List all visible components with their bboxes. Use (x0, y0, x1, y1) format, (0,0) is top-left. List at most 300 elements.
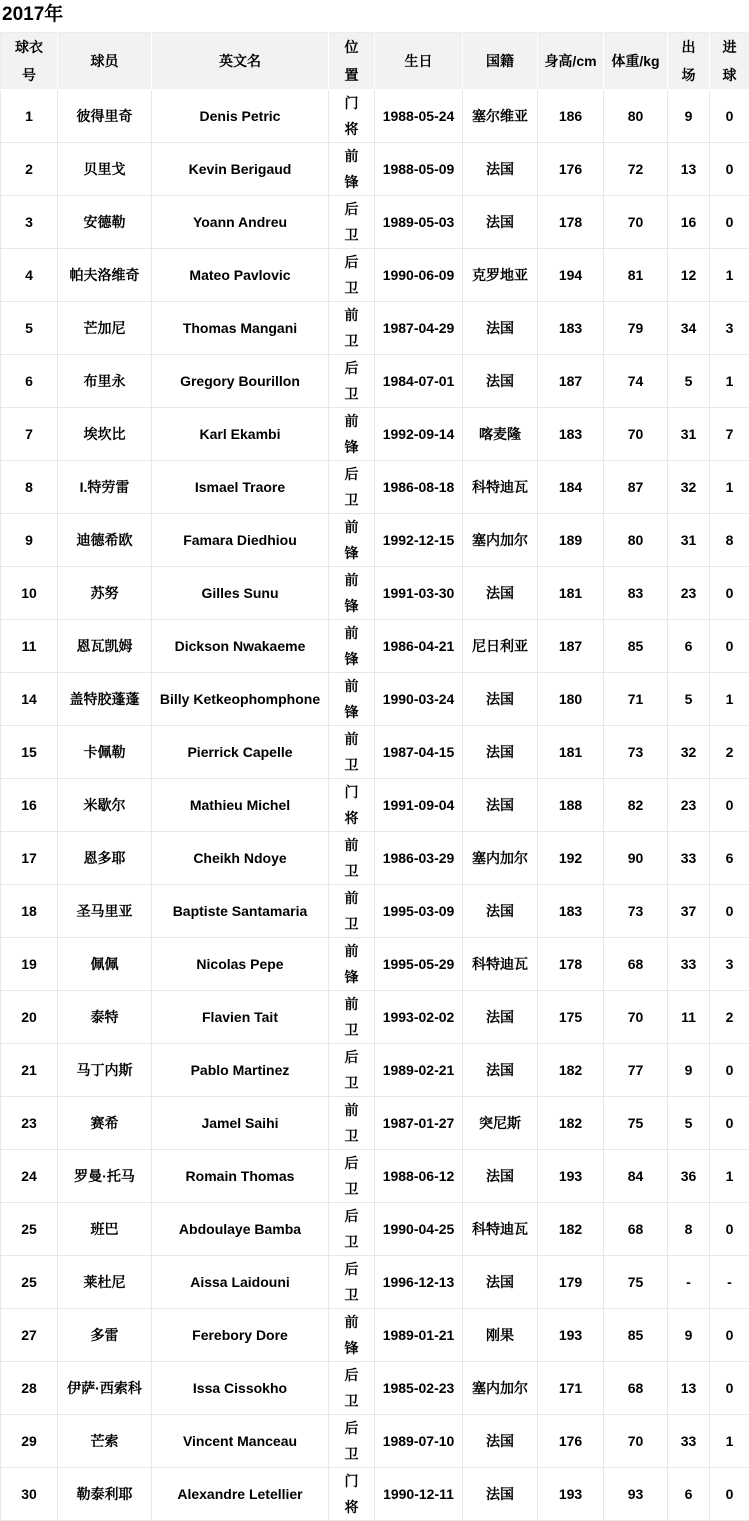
cell-birthday (375, 1044, 463, 1097)
player-value: 贝里戈 (84, 156, 126, 182)
goals-value: 0 (726, 209, 734, 235)
goals-value: 0 (726, 1110, 734, 1136)
cell-height (538, 673, 604, 726)
goals-value: 2 (726, 739, 734, 765)
player-row (1, 779, 749, 832)
cell-goals (710, 1415, 749, 1468)
number-value: 25 (21, 1269, 37, 1295)
birthday-value: 1985-02-23 (383, 1375, 455, 1401)
cell-weight (604, 567, 668, 620)
cell-height (538, 832, 604, 885)
cell-player (58, 1309, 152, 1362)
nationality-value: 法国 (486, 1481, 514, 1507)
position-value: 前卫 (345, 832, 359, 884)
goals-value: 1 (726, 262, 734, 288)
goals-value: 1 (726, 686, 734, 712)
cell-position (329, 249, 375, 302)
goals-value: 3 (726, 951, 734, 977)
cell-birthday (375, 143, 463, 196)
height-value: 178 (559, 209, 582, 235)
cell-player (58, 90, 152, 143)
player-row (1, 673, 749, 726)
cell-weight (604, 938, 668, 991)
nationality-value: 法国 (486, 209, 514, 235)
cell-weight (604, 1097, 668, 1150)
weight-value: 83 (628, 580, 644, 606)
cell-number (1, 1097, 58, 1150)
height-value: 187 (559, 368, 582, 394)
weight-value: 73 (628, 739, 644, 765)
cell-goals (710, 514, 749, 567)
name_en-value: Kevin Berigaud (189, 156, 292, 182)
cell-weight (604, 726, 668, 779)
cell-name_en (152, 567, 329, 620)
number-value: 19 (21, 951, 37, 977)
player-row (1, 461, 749, 514)
weight-value: 73 (628, 898, 644, 924)
cell-nationality (463, 1415, 538, 1468)
position-value: 前锋 (345, 143, 359, 195)
player-value: 芒索 (91, 1428, 119, 1454)
cell-birthday (375, 1415, 463, 1468)
cell-height (538, 938, 604, 991)
appearances-value: 5 (685, 1110, 693, 1136)
cell-position (329, 726, 375, 779)
cell-weight (604, 249, 668, 302)
cell-appearances (668, 143, 710, 196)
cell-position (329, 1468, 375, 1521)
cell-number (1, 408, 58, 461)
cell-height (538, 620, 604, 673)
appearances-value: 33 (681, 1428, 697, 1454)
position-value: 后卫 (345, 1044, 359, 1096)
number-value: 3 (25, 209, 33, 235)
nationality-value: 法国 (486, 1428, 514, 1454)
cell-height (538, 726, 604, 779)
nationality-value: 法国 (486, 739, 514, 765)
birthday-value: 1991-09-04 (383, 792, 455, 818)
birthday-value: 1988-06-12 (383, 1163, 455, 1189)
cell-birthday (375, 991, 463, 1044)
cell-goals (710, 673, 749, 726)
appearances-value: - (686, 1269, 691, 1295)
weight-value: 75 (628, 1110, 644, 1136)
cell-number (1, 726, 58, 779)
nationality-value: 塞内加尔 (472, 527, 528, 553)
position-value: 后卫 (345, 1256, 359, 1308)
player-value: 伊萨·西索科 (67, 1375, 142, 1401)
cell-appearances (668, 1044, 710, 1097)
birthday-value: 1989-05-03 (383, 209, 455, 235)
cell-name_en (152, 1203, 329, 1256)
height-value: 183 (559, 421, 582, 447)
cell-appearances (668, 567, 710, 620)
cell-name_en (152, 991, 329, 1044)
number-value: 15 (21, 739, 37, 765)
cell-appearances (668, 1203, 710, 1256)
weight-value: 85 (628, 633, 644, 659)
player-value: 彼得里奇 (77, 103, 133, 129)
cell-weight (604, 1203, 668, 1256)
height-value: 181 (559, 739, 582, 765)
name_en-value: Famara Diedhiou (183, 527, 297, 553)
height-value: 182 (559, 1057, 582, 1083)
cell-number (1, 355, 58, 408)
player-value: 多雷 (91, 1322, 119, 1348)
cell-height (538, 1203, 604, 1256)
cell-height (538, 408, 604, 461)
nationality-value: 塞内加尔 (472, 845, 528, 871)
name_en-value: Pierrick Capelle (187, 739, 292, 765)
cell-number (1, 143, 58, 196)
name_en-value: Cheikh Ndoye (193, 845, 286, 871)
goals-value: 1 (726, 1163, 734, 1189)
goals-value: 0 (726, 580, 734, 606)
column-header-label: 生日 (405, 47, 433, 75)
weight-value: 70 (628, 1428, 644, 1454)
cell-position (329, 408, 375, 461)
name_en-value: Denis Petric (200, 103, 281, 129)
height-value: 180 (559, 686, 582, 712)
player-value: 勒泰利耶 (77, 1481, 133, 1507)
cell-player (58, 1362, 152, 1415)
cell-appearances (668, 461, 710, 514)
cell-position (329, 938, 375, 991)
player-value: 帕夫洛维奇 (70, 262, 140, 288)
height-value: 176 (559, 156, 582, 182)
cell-number (1, 673, 58, 726)
cell-birthday (375, 1097, 463, 1150)
cell-number (1, 461, 58, 514)
cell-weight (604, 408, 668, 461)
cell-birthday (375, 673, 463, 726)
nationality-value: 法国 (486, 898, 514, 924)
cell-height (538, 355, 604, 408)
player-value: 安德勒 (84, 209, 126, 235)
birthday-value: 1984-07-01 (383, 368, 455, 394)
cell-nationality (463, 1097, 538, 1150)
cell-appearances (668, 514, 710, 567)
cell-height (538, 302, 604, 355)
player-value: 埃坎比 (84, 421, 126, 447)
birthday-value: 1990-04-25 (383, 1216, 455, 1242)
cell-birthday (375, 779, 463, 832)
cell-name_en (152, 938, 329, 991)
cell-birthday (375, 1468, 463, 1521)
position-value: 前卫 (345, 302, 359, 354)
cell-weight (604, 991, 668, 1044)
column-header-label: 球衣号 (15, 33, 43, 89)
cell-name_en (152, 461, 329, 514)
table-body (1, 90, 749, 1521)
birthday-value: 1992-12-15 (383, 527, 455, 553)
height-value: 193 (559, 1163, 582, 1189)
appearances-value: 8 (685, 1216, 693, 1242)
page-title: 2017年 (2, 3, 749, 26)
cell-nationality (463, 196, 538, 249)
cell-player (58, 514, 152, 567)
weight-value: 80 (628, 527, 644, 553)
height-value: 176 (559, 1428, 582, 1454)
height-value: 179 (559, 1269, 582, 1295)
goals-value: - (727, 1269, 732, 1295)
cell-goals (710, 1362, 749, 1415)
cell-number (1, 567, 58, 620)
number-value: 14 (21, 686, 37, 712)
column-header-label: 出场 (682, 33, 696, 89)
weight-value: 74 (628, 368, 644, 394)
goals-value: 0 (726, 156, 734, 182)
player-value: 泰特 (91, 1004, 119, 1030)
weight-value: 71 (628, 686, 644, 712)
cell-weight (604, 196, 668, 249)
goals-value: 8 (726, 527, 734, 553)
cell-position (329, 461, 375, 514)
nationality-value: 科特迪瓦 (472, 1216, 528, 1242)
cell-name_en (152, 90, 329, 143)
cell-player (58, 779, 152, 832)
height-value: 183 (559, 898, 582, 924)
cell-position (329, 90, 375, 143)
weight-value: 68 (628, 951, 644, 977)
goals-value: 0 (726, 1481, 734, 1507)
number-value: 7 (25, 421, 33, 447)
cell-goals (710, 885, 749, 938)
position-value: 前卫 (345, 1097, 359, 1149)
weight-value: 70 (628, 421, 644, 447)
cell-number (1, 991, 58, 1044)
appearances-value: 9 (685, 1322, 693, 1348)
weight-value: 87 (628, 474, 644, 500)
number-value: 5 (25, 315, 33, 341)
nationality-value: 法国 (486, 315, 514, 341)
cell-goals (710, 620, 749, 673)
squad-table (0, 32, 749, 1521)
weight-value: 84 (628, 1163, 644, 1189)
nationality-value: 法国 (486, 156, 514, 182)
player-row (1, 726, 749, 779)
goals-value: 0 (726, 1375, 734, 1401)
cell-appearances (668, 1468, 710, 1521)
player-row (1, 90, 749, 143)
player-value: 米歇尔 (84, 792, 126, 818)
cell-birthday (375, 408, 463, 461)
cell-name_en (152, 832, 329, 885)
cell-goals (710, 1256, 749, 1309)
cell-appearances (668, 991, 710, 1044)
cell-nationality (463, 832, 538, 885)
cell-position (329, 302, 375, 355)
cell-appearances (668, 1097, 710, 1150)
cell-nationality (463, 1044, 538, 1097)
cell-weight (604, 1362, 668, 1415)
column-header-label: 国籍 (486, 47, 514, 75)
cell-number (1, 302, 58, 355)
appearances-value: 34 (681, 315, 697, 341)
appearances-value: 37 (681, 898, 697, 924)
position-value: 前锋 (345, 514, 359, 566)
birthday-value: 1992-09-14 (383, 421, 455, 447)
goals-value: 0 (726, 1322, 734, 1348)
player-row (1, 408, 749, 461)
cell-birthday (375, 620, 463, 673)
column-header-weight (604, 33, 668, 90)
cell-goals (710, 832, 749, 885)
cell-name_en (152, 779, 329, 832)
number-value: 18 (21, 898, 37, 924)
cell-position (329, 196, 375, 249)
position-value: 后卫 (345, 1203, 359, 1255)
cell-goals (710, 408, 749, 461)
number-value: 23 (21, 1110, 37, 1136)
player-row (1, 991, 749, 1044)
cell-number (1, 196, 58, 249)
cell-appearances (668, 249, 710, 302)
cell-height (538, 567, 604, 620)
birthday-value: 1993-02-02 (383, 1004, 455, 1030)
birthday-value: 1989-01-21 (383, 1322, 455, 1348)
cell-position (329, 1097, 375, 1150)
cell-nationality (463, 408, 538, 461)
cell-weight (604, 90, 668, 143)
cell-appearances (668, 938, 710, 991)
column-header-goals (710, 33, 749, 90)
position-value: 门将 (345, 1468, 359, 1520)
cell-player (58, 726, 152, 779)
player-row (1, 832, 749, 885)
goals-value: 0 (726, 792, 734, 818)
cell-height (538, 1256, 604, 1309)
cell-goals (710, 302, 749, 355)
cell-player (58, 249, 152, 302)
birthday-value: 1987-04-15 (383, 739, 455, 765)
cell-number (1, 938, 58, 991)
cell-height (538, 1150, 604, 1203)
cell-height (538, 1044, 604, 1097)
number-value: 20 (21, 1004, 37, 1030)
player-value: 盖特胶蓬蓬 (70, 686, 140, 712)
cell-nationality (463, 567, 538, 620)
appearances-value: 23 (681, 792, 697, 818)
cell-position (329, 355, 375, 408)
cell-number (1, 1044, 58, 1097)
birthday-value: 1988-05-24 (383, 103, 455, 129)
column-header-label: 英文名 (219, 47, 261, 75)
cell-birthday (375, 1309, 463, 1362)
player-row (1, 1150, 749, 1203)
appearances-value: 31 (681, 421, 697, 447)
cell-appearances (668, 355, 710, 408)
name_en-value: Pablo Martinez (191, 1057, 290, 1083)
nationality-value: 法国 (486, 1057, 514, 1083)
column-header-height (538, 33, 604, 90)
nationality-value: 科特迪瓦 (472, 951, 528, 977)
column-header-birthday (375, 33, 463, 90)
cell-nationality (463, 673, 538, 726)
height-value: 194 (559, 262, 582, 288)
cell-player (58, 408, 152, 461)
number-value: 17 (21, 845, 37, 871)
cell-player (58, 302, 152, 355)
cell-weight (604, 673, 668, 726)
cell-goals (710, 726, 749, 779)
cell-player (58, 1256, 152, 1309)
cell-weight (604, 779, 668, 832)
weight-value: 68 (628, 1216, 644, 1242)
cell-number (1, 620, 58, 673)
weight-value: 72 (628, 156, 644, 182)
appearances-value: 6 (685, 1481, 693, 1507)
cell-goals (710, 938, 749, 991)
cell-nationality (463, 991, 538, 1044)
nationality-value: 法国 (486, 792, 514, 818)
position-value: 后卫 (345, 1415, 359, 1467)
nationality-value: 突尼斯 (479, 1110, 521, 1136)
nationality-value: 尼日利亚 (472, 633, 528, 659)
cell-nationality (463, 1256, 538, 1309)
cell-nationality (463, 1203, 538, 1256)
position-value: 后卫 (345, 1150, 359, 1202)
position-value: 前锋 (345, 408, 359, 460)
cell-player (58, 673, 152, 726)
player-value: 莱杜尼 (84, 1269, 126, 1295)
name_en-value: Flavien Tait (202, 1004, 278, 1030)
cell-appearances (668, 779, 710, 832)
name_en-value: Gilles Sunu (201, 580, 278, 606)
appearances-value: 13 (681, 1375, 697, 1401)
cell-weight (604, 143, 668, 196)
height-value: 182 (559, 1110, 582, 1136)
cell-nationality (463, 1362, 538, 1415)
player-row (1, 620, 749, 673)
cell-nationality (463, 938, 538, 991)
name_en-value: Vincent Manceau (183, 1428, 297, 1454)
goals-value: 7 (726, 421, 734, 447)
weight-value: 77 (628, 1057, 644, 1083)
cell-player (58, 461, 152, 514)
name_en-value: Yoann Andreu (193, 209, 287, 235)
weight-value: 75 (628, 1269, 644, 1295)
nationality-value: 塞尔维亚 (472, 103, 528, 129)
cell-player (58, 567, 152, 620)
cell-height (538, 1468, 604, 1521)
cell-number (1, 832, 58, 885)
cell-weight (604, 514, 668, 567)
cell-nationality (463, 249, 538, 302)
cell-weight (604, 1415, 668, 1468)
cell-goals (710, 90, 749, 143)
nationality-value: 法国 (486, 580, 514, 606)
position-value: 后卫 (345, 461, 359, 513)
cell-weight (604, 885, 668, 938)
cell-goals (710, 355, 749, 408)
cell-number (1, 1309, 58, 1362)
nationality-value: 塞内加尔 (472, 1375, 528, 1401)
goals-value: 0 (726, 633, 734, 659)
cell-appearances (668, 1256, 710, 1309)
cell-goals (710, 991, 749, 1044)
name_en-value: Dickson Nwakaeme (175, 633, 306, 659)
name_en-value: Issa Cissokho (193, 1375, 287, 1401)
cell-nationality (463, 302, 538, 355)
number-value: 25 (21, 1216, 37, 1242)
cell-birthday (375, 567, 463, 620)
cell-number (1, 885, 58, 938)
cell-number (1, 90, 58, 143)
appearances-value: 32 (681, 739, 697, 765)
nationality-value: 克罗地亚 (472, 262, 528, 288)
position-value: 前卫 (345, 991, 359, 1043)
